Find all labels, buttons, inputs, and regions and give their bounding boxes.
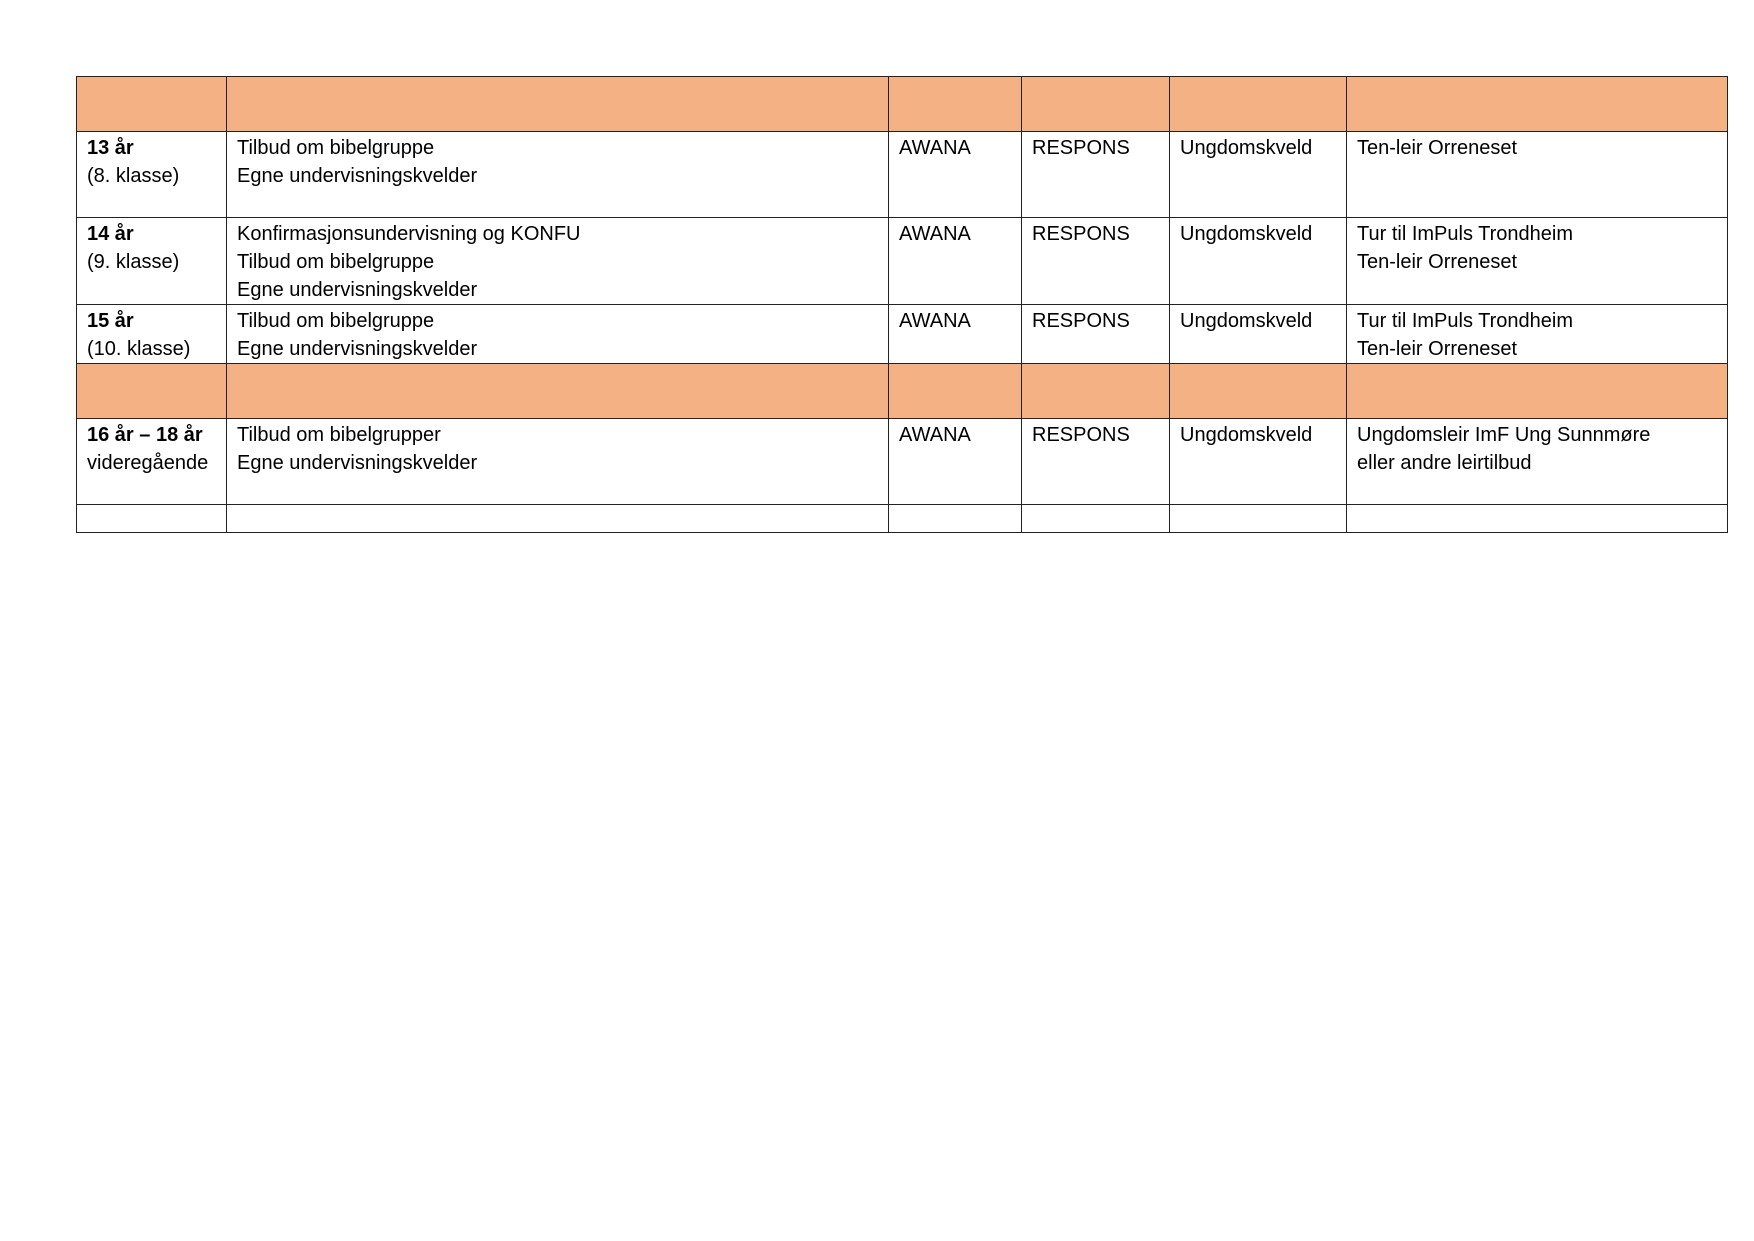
teaching-cell: [227, 132, 889, 218]
evening-cell: Ungdomskveld: [1170, 305, 1347, 364]
teaching-item: Konfirmasjonsundervisning og KONFU: [237, 223, 581, 245]
empty-row: [77, 505, 1728, 533]
teaching-cell: [227, 305, 889, 364]
band-cell: [889, 77, 1022, 132]
events-cell: [1347, 218, 1728, 305]
evening-cell: Ungdomskveld: [1170, 218, 1347, 305]
club-cell: AWANA: [889, 218, 1022, 305]
band-cell: [77, 77, 227, 132]
teaching-item: Tilbud om bibelgruppe: [237, 251, 435, 273]
club-cell: AWANA: [889, 419, 1022, 505]
grade-label: (9. klasse): [87, 251, 180, 273]
youth-cell: RESPONS: [1022, 218, 1170, 305]
empty-cell: [77, 505, 227, 533]
section-band-row: [77, 364, 1728, 419]
band-cell: [227, 364, 889, 419]
table-row: [77, 305, 1728, 364]
band-cell: [1170, 364, 1347, 419]
table-row: [77, 419, 1728, 505]
section-band-row: [77, 77, 1728, 132]
grade-label: (10. klasse): [87, 338, 191, 360]
age-program-table: [76, 76, 1728, 533]
age-cell: [77, 132, 227, 218]
empty-cell: [1347, 505, 1728, 533]
teaching-item: Egne undervisningskvelder: [237, 338, 478, 360]
youth-cell: RESPONS: [1022, 132, 1170, 218]
club-cell: AWANA: [889, 305, 1022, 364]
band-cell: [1022, 364, 1170, 419]
empty-cell: [1022, 505, 1170, 533]
event-item: Ungdomsleir ImF Ung Sunnmøre: [1357, 424, 1651, 446]
band-cell: [889, 364, 1022, 419]
band-cell: [227, 77, 889, 132]
empty-cell: [227, 505, 889, 533]
empty-cell: [1170, 505, 1347, 533]
empty-cell: [889, 505, 1022, 533]
event-item: eller andre leirtilbud: [1357, 452, 1532, 474]
band-cell: [1347, 364, 1728, 419]
youth-cell: RESPONS: [1022, 305, 1170, 364]
teaching-item: Tilbud om bibelgruppe: [237, 310, 435, 332]
teaching-cell: [227, 218, 889, 305]
age-label: 14 år: [87, 223, 134, 245]
age-label: 15 år: [87, 310, 134, 332]
event-item: Ten-leir Orreneset: [1357, 338, 1518, 360]
event-item: Tur til ImPuls Trondheim: [1357, 310, 1573, 332]
evening-cell: Ungdomskveld: [1170, 132, 1347, 218]
events-cell: [1347, 305, 1728, 364]
age-label: 16 år – 18 år: [87, 424, 203, 446]
band-cell: [77, 364, 227, 419]
youth-cell: RESPONS: [1022, 419, 1170, 505]
age-cell: [77, 419, 227, 505]
age-cell: [77, 305, 227, 364]
teaching-cell: [227, 419, 889, 505]
event-item: Ten-leir Orreneset: [1357, 251, 1518, 273]
grade-label: (8. klasse): [87, 165, 180, 187]
club-cell: AWANA: [889, 132, 1022, 218]
band-cell: [1170, 77, 1347, 132]
grade-label: videregående: [87, 452, 209, 474]
events-cell: [1347, 132, 1728, 218]
table-row: [77, 132, 1728, 218]
age-cell: [77, 218, 227, 305]
band-cell: [1347, 77, 1728, 132]
event-item: Ten-leir Orreneset: [1357, 137, 1518, 159]
table-row: [77, 218, 1728, 305]
teaching-item: Tilbud om bibelgruppe: [237, 137, 435, 159]
events-cell: [1347, 419, 1728, 505]
teaching-item: Tilbud om bibelgrupper: [237, 424, 441, 446]
teaching-item: Egne undervisningskvelder: [237, 279, 478, 301]
teaching-item: Egne undervisningskvelder: [237, 452, 478, 474]
teaching-item: Egne undervisningskvelder: [237, 165, 478, 187]
band-cell: [1022, 77, 1170, 132]
evening-cell: Ungdomskveld: [1170, 419, 1347, 505]
event-item: Tur til ImPuls Trondheim: [1357, 223, 1573, 245]
age-label: 13 år: [87, 137, 134, 159]
